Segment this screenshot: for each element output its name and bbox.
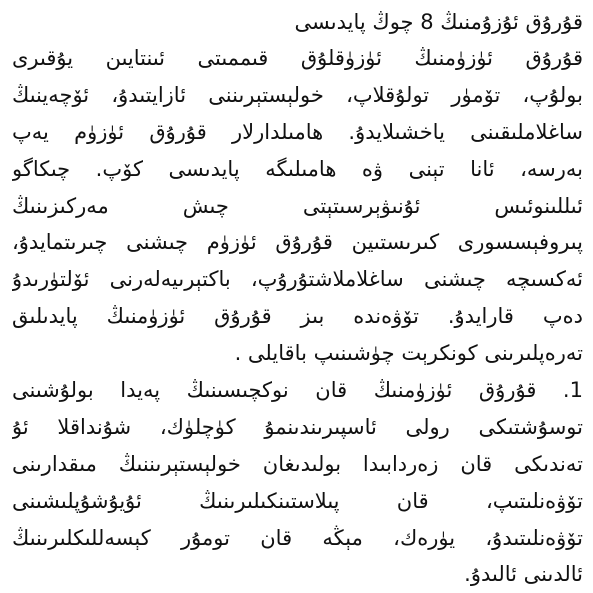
text-line: دەپ قارايدۇ. تۆۋەندە بىز قۇرۇق ئۈزۈمنىڭ پايدىلىق xyxy=(12,304,583,329)
text-line: قۇرۇق ئۈزۈمنىڭ ئۈزۈقلۇق قىممىتى ئىنتايىن يۇقىرى xyxy=(12,46,583,70)
paragraph-2 xyxy=(12,372,583,593)
text-line: بولۇپ، تۆمۈر تولۇقلاپ، خولېستېرىننى ئازايتىدۇ، ئۆچەينىڭ xyxy=(12,82,583,107)
article-title: قۇرۇق ئۇزۇمنىڭ 8 چوڭ پايدىسى xyxy=(294,10,583,34)
text-line: تەندىكى قان زەردابىدا بولىدىغان خولېستېرىننىڭ مىقدارىنى xyxy=(12,451,583,476)
text-line: ئالدىنى ئالىدۇ. xyxy=(464,562,583,587)
text-line: ئەكسىچە چىشنى ساغلاملاشتۇرۇپ، باكتېرىيەلەرنى ئۆلتۈرىدۇ xyxy=(12,267,583,292)
text-line: 1. قۇرۇق ئۈزۈمنىڭ قان نوكچىسىنىڭ پەيدا بولۇشىنى xyxy=(12,378,583,403)
text-line: ساغلاملىقىنى ياخشىلايدۇ. ھامىلدارلار قۇرۇق ئۈزۈم يەپ xyxy=(12,119,583,144)
text-line: تۆۋەنلىتىپ، قان پىلاستىنكىلىرىنىڭ ئۇيۇشۇپلىشىنى xyxy=(12,488,583,513)
text-line: تەرەپلىرىنى كونكرېت چۈشىنىپ باقايلى . xyxy=(234,341,583,366)
text-line: تۆۋەنلىتىدۇ، يۈرەك، مېڭە قان تومۇر كېسەللىكلىرىنىڭ xyxy=(12,525,583,550)
text-line: بەرسە، ئانا تېنى ۋە ھامىلىگە پايدىسى كۆپ. چىكاگو xyxy=(12,156,583,181)
text-line: پىروفېسسورى كىرىستىين قۇرۇق ئۈزۈم چىشنى چىرىتمايدۇ، xyxy=(12,230,583,255)
text-line: ئىللىنوئىس ئۇنىۋېرسىتېتى چىش مەركىزىنىڭ xyxy=(12,193,583,218)
text-line: توسۇشتىكى رولى ئاسپىرىندىنمۇ كۈچلۈك، شۇنداقلا ئۇ xyxy=(12,414,583,439)
paragraph-1 xyxy=(12,40,583,372)
